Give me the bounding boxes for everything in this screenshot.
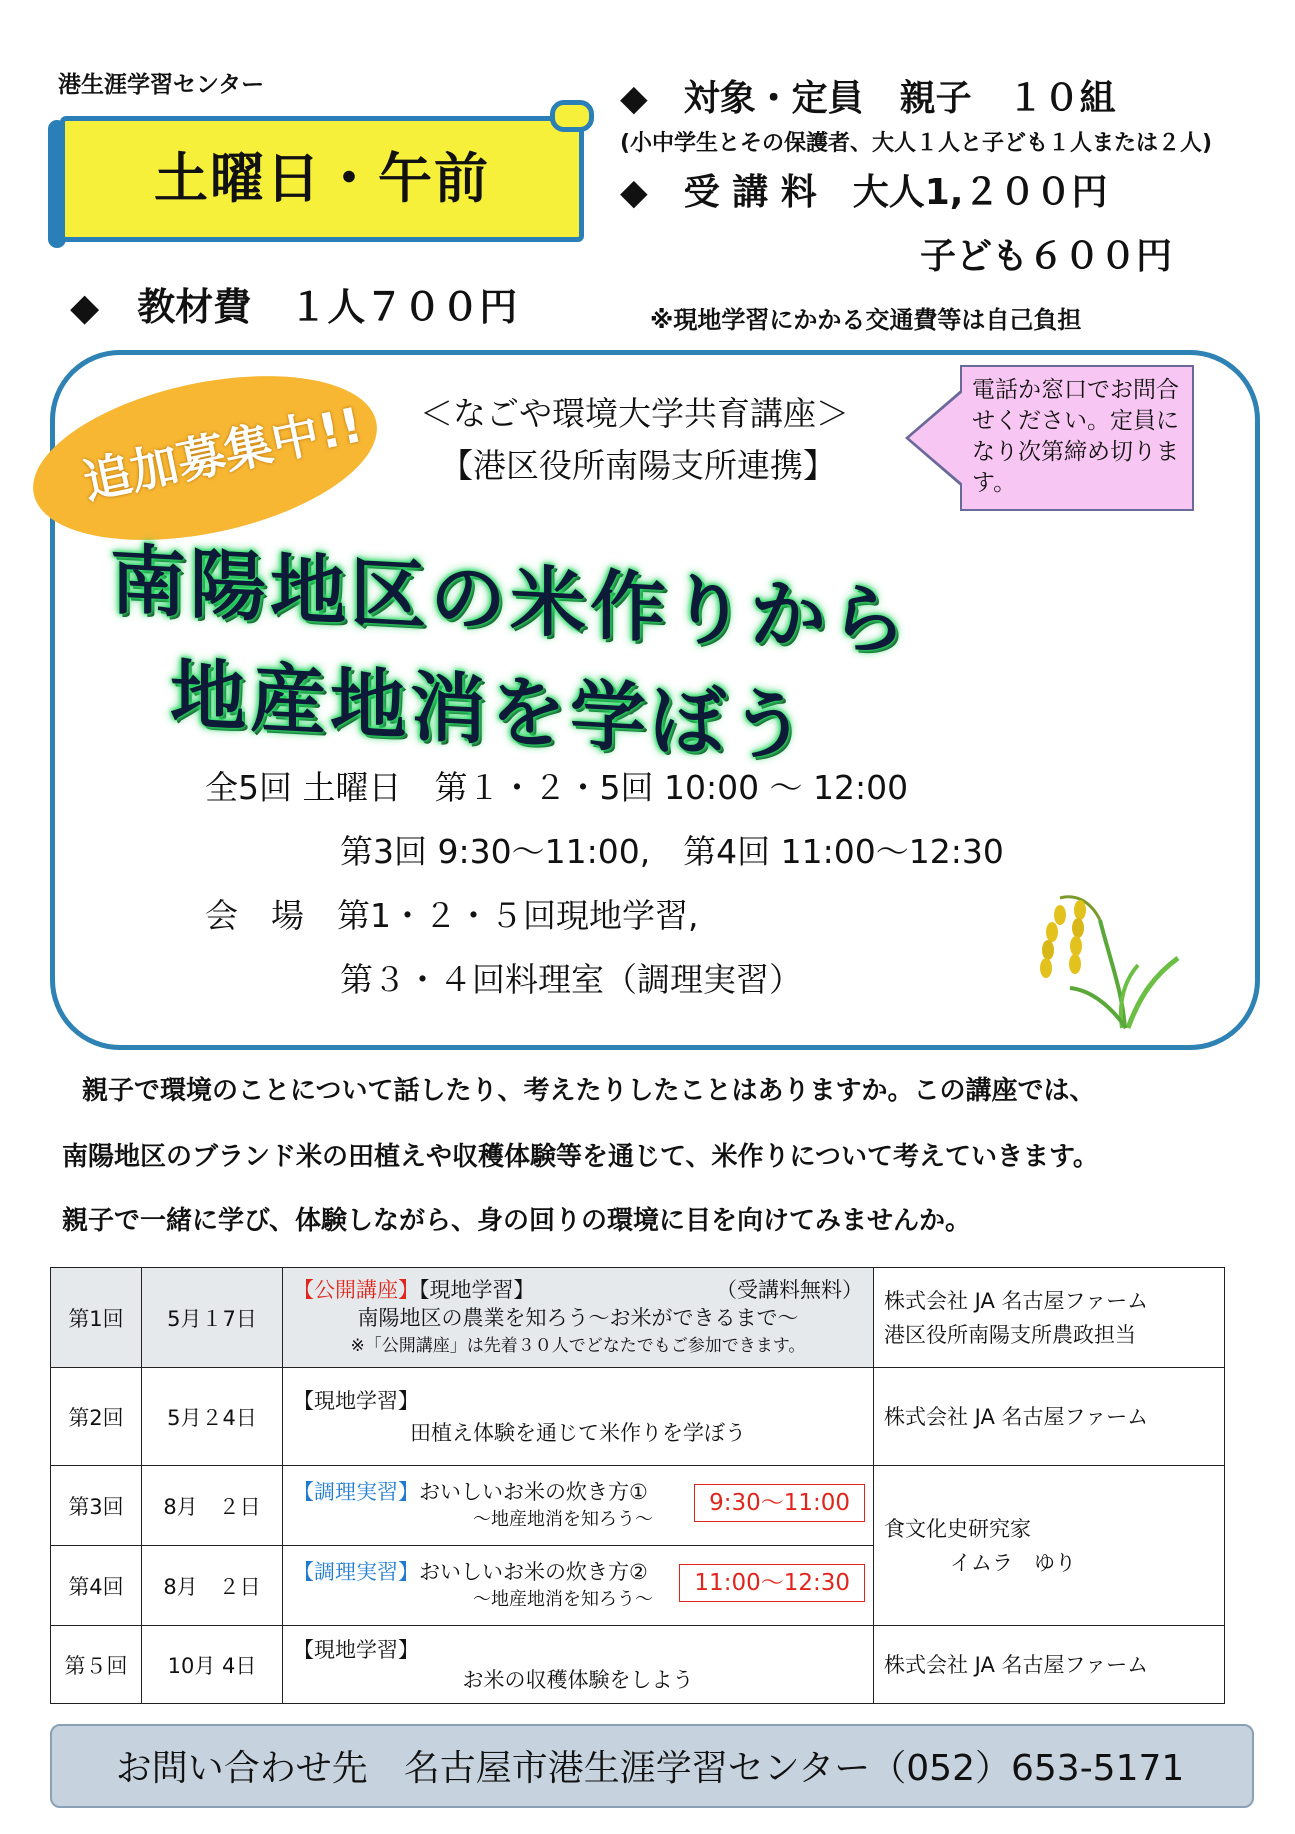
center-name: 港生涯学習センター — [58, 72, 265, 98]
table-row — [51, 1626, 1225, 1704]
session-organizer — [874, 1466, 1225, 1626]
callout-pointer-fill — [909, 391, 964, 485]
session-time: 9:30～11:00 — [694, 1484, 865, 1522]
session-note: ※「公開講座」は先着３０人でどなたでもご参加できます。 — [350, 1335, 806, 1356]
organizer-line1: 株式会社 JA 名古屋ファーム — [884, 1288, 1149, 1313]
description-line1: 親子で環境のことについて話したり、考えたりしたことはありますか。この講座では、 — [82, 1076, 1096, 1106]
session-number: 第2回 — [51, 1368, 142, 1466]
description-line2: 南陽地区のブランド米の田植えや収穫体験等を通じて、米作りについて考えていきます。 — [62, 1142, 1099, 1172]
headline-line1: 南陽地区の米作りから — [110, 535, 910, 666]
table-row — [51, 1368, 1225, 1466]
session-content — [283, 1368, 874, 1466]
session-number: 第５回 — [51, 1626, 142, 1704]
organizer-line2: イムラ ゆり — [950, 1550, 1076, 1575]
session-title: 田植え体験を通じて米作りを学ぼう — [410, 1420, 746, 1445]
session-organizer — [874, 1368, 1225, 1466]
session-number: 第1回 — [51, 1268, 142, 1368]
session-content — [283, 1546, 874, 1626]
target-note: (小中学生とその保護者、大人１人と子ども１人または２人) — [620, 131, 1213, 156]
course-partner: 【港区役所南陽支所連携】 — [440, 446, 836, 485]
session-content — [283, 1466, 874, 1546]
session-date: 5月１7日 — [142, 1268, 283, 1368]
organizer-line1: 株式会社 JA 名古屋ファーム — [884, 1652, 1149, 1677]
table-row — [51, 1268, 1225, 1368]
session-title: おいしいお米の炊き方② — [419, 1559, 648, 1584]
session-title: お米の収穫体験をしよう — [462, 1667, 694, 1692]
tag-field-study: 【現地学習】 — [419, 1277, 535, 1302]
contact-info: お問い合わせ先 名古屋市港生涯学習センター（052）653-5171 — [115, 1748, 1185, 1789]
tag-field-study: 【現地学習】 — [293, 1637, 419, 1662]
table-row — [51, 1466, 1225, 1546]
scroll-curl-decoration — [550, 100, 594, 132]
session-date: 10月 4日 — [142, 1626, 283, 1704]
headline-line2: 地産地消を学ぼう — [170, 649, 810, 772]
free-note: （受講料無料） — [716, 1277, 863, 1302]
venue-line1: 会 場 第1・２・５回現地学習, — [205, 896, 699, 935]
tag-public-lecture: 【公開講座】 — [293, 1277, 419, 1302]
materials-fee: ◆ 教材費 １人７００円 — [70, 285, 518, 329]
session-subtitle: ～地産地消を知ろう～ — [473, 1508, 653, 1530]
session-date: 8月 ２日 — [142, 1466, 283, 1546]
tuition-fee: ◆ 受 講 料 大人1,２００円 — [620, 172, 1108, 213]
session-date: 5月２4日 — [142, 1368, 283, 1466]
session-number: 第4回 — [51, 1546, 142, 1626]
tag-cooking-class: 【調理実習】 — [293, 1559, 419, 1584]
description-line3: 親子で一緒に学び、体験しながら、身の回りの環境に目を向けてみませんか。 — [62, 1206, 971, 1236]
tag-cooking-class: 【調理実習】 — [293, 1479, 419, 1504]
schedule-line1: 全5回 土曜日 第１・２・5回 10:00 ～ 12:00 — [205, 768, 909, 807]
banner-title: 土曜日・午前 — [154, 147, 490, 210]
session-content — [283, 1626, 874, 1704]
callout-text: 電話か窓口でお問合せください。定員になり次第締め切ります。 — [972, 377, 1179, 496]
session-content — [283, 1268, 874, 1368]
session-time: 11:00～12:30 — [679, 1564, 865, 1602]
session-organizer — [874, 1626, 1225, 1704]
schedule-table — [50, 1267, 1225, 1704]
session-subtitle: ～地産地消を知ろう～ — [473, 1588, 653, 1610]
session-organizer — [874, 1268, 1225, 1368]
session-number: 第3回 — [51, 1466, 142, 1546]
target-capacity: ◆ 対象・定員 親子 １０組 — [620, 78, 1116, 119]
session-title: 南陽地区の農業を知ろう～お米ができるまで～ — [357, 1305, 799, 1330]
organizer-line1: 食文化史研究家 — [884, 1516, 1031, 1541]
rice-plant-icon — [1030, 880, 1180, 1030]
organizer-line2: 港区役所南陽支所農政担当 — [884, 1322, 1136, 1347]
schedule-line2: 第3回 9:30～11:00, 第4回 11:00～12:30 — [340, 832, 1004, 871]
transport-note: ※現地学習にかかる交通費等は自己負担 — [650, 306, 1082, 334]
tuition-fee-child: 子ども６００円 — [920, 236, 1173, 277]
organizer-line1: 株式会社 JA 名古屋ファーム — [884, 1404, 1149, 1429]
session-date: 8月 ２日 — [142, 1546, 283, 1626]
session-title: おいしいお米の炊き方① — [419, 1479, 648, 1504]
recruiting-badge-text: 追加募集中!! — [78, 397, 368, 511]
course-series: ＜なごや環境大学共育講座＞ — [420, 394, 849, 433]
tag-field-study: 【現地学習】 — [293, 1388, 419, 1413]
venue-line2: 第３・４回料理室（調理実習） — [340, 960, 802, 999]
